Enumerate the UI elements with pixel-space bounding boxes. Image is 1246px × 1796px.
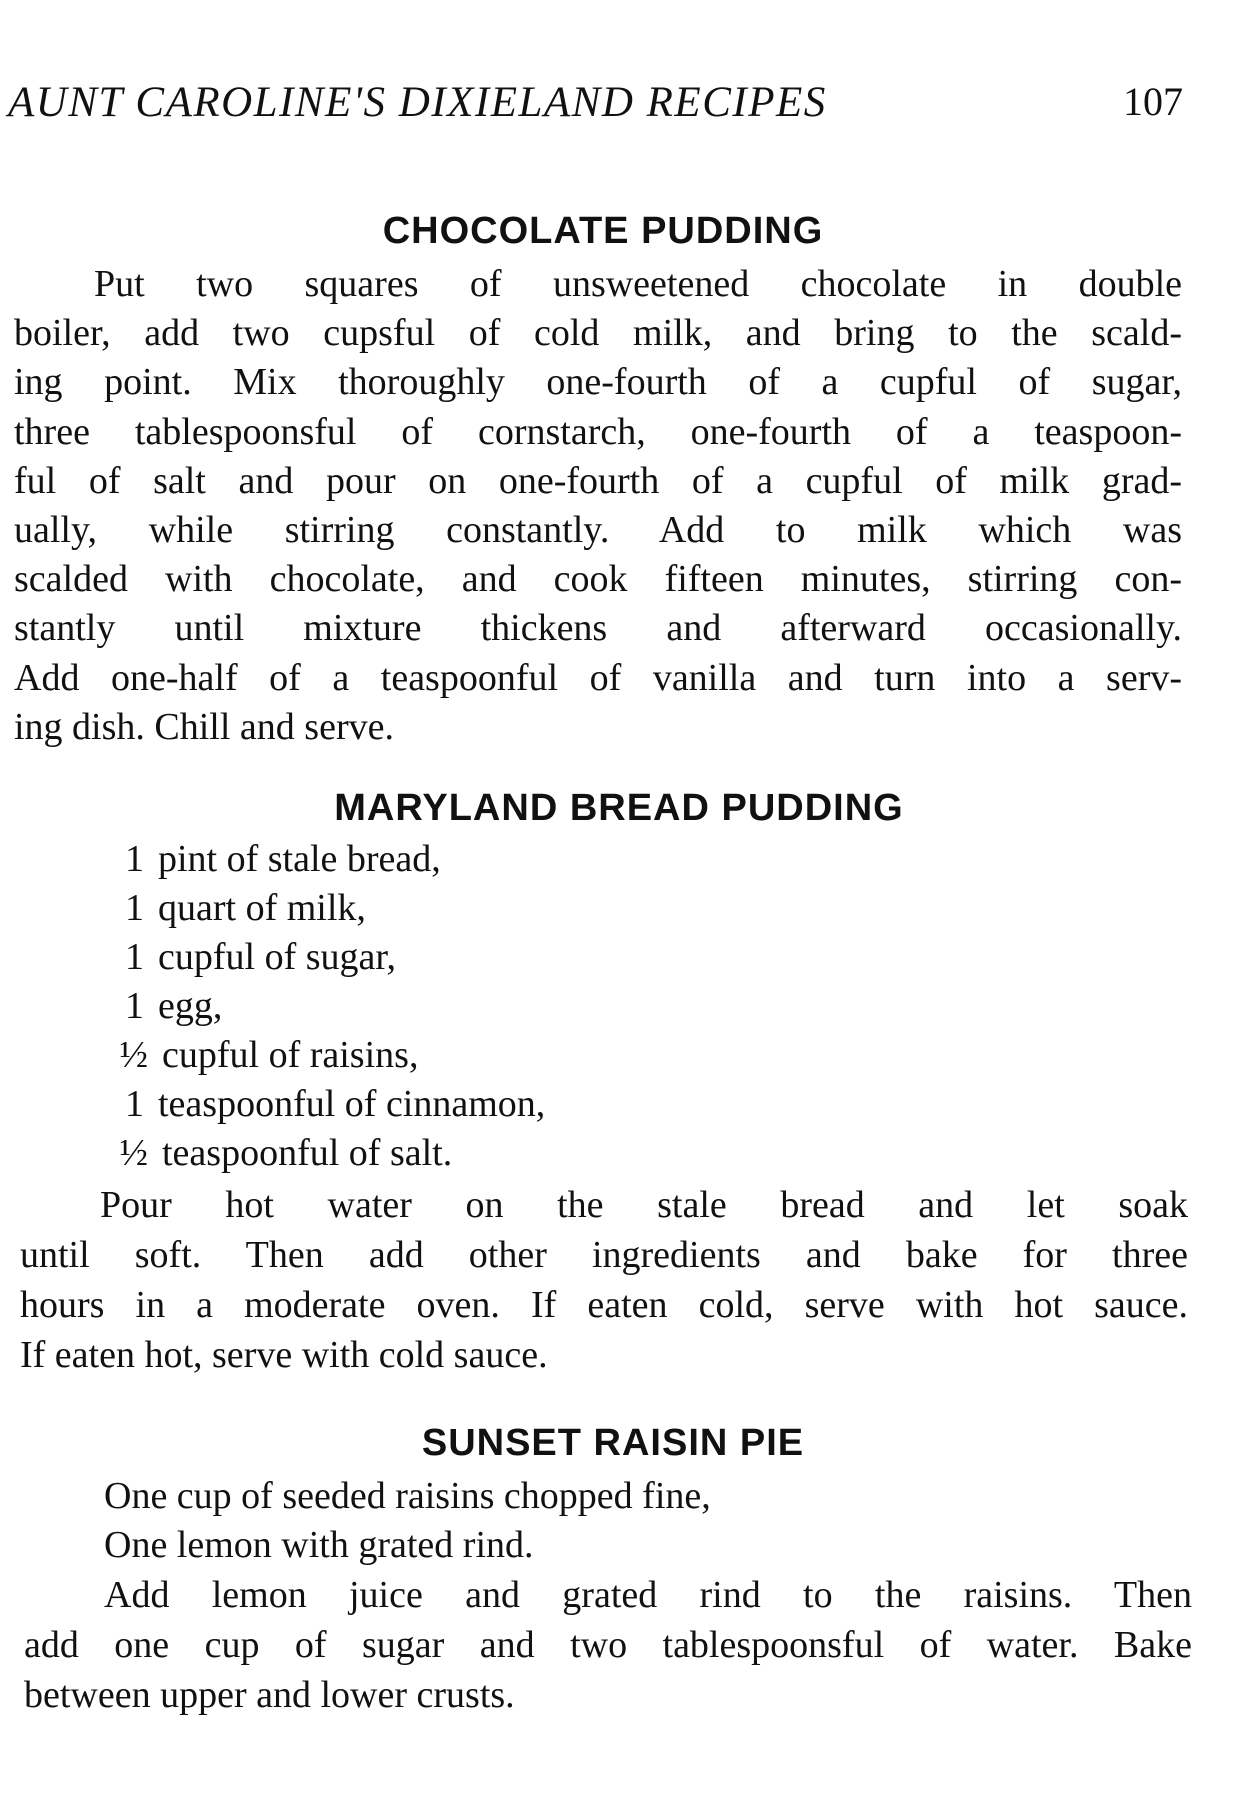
ingredient-item xyxy=(20,1129,1188,1178)
text-line: boiler, add two cupsful of cold milk, and bring to the scald- xyxy=(14,312,1182,355)
text-line: Add one-half of a teaspoonful of vanilla and turn into a serv- xyxy=(14,656,1182,699)
text-line: until soft. Then add other ingredients and bake for three xyxy=(20,1234,1188,1276)
ingredient-text: egg, xyxy=(158,985,223,1027)
text-line: If eaten hot, serve with cold sauce. xyxy=(20,1334,548,1376)
text-line: Put two squares of unsweetened chocolate in double xyxy=(94,263,1182,305)
ingredient-item xyxy=(20,1031,1188,1080)
ingredient-text: cupful of sugar, xyxy=(158,936,397,978)
ingredient-quantity: ½ xyxy=(119,1034,148,1076)
ingredient-list xyxy=(20,835,1188,1178)
ingredient-quantity: ½ xyxy=(119,1132,148,1174)
page-number: 107 xyxy=(1123,79,1183,124)
ingredient-text: teaspoonful of salt. xyxy=(162,1132,453,1174)
running-head xyxy=(8,78,1183,138)
recipe-instructions xyxy=(20,1180,1188,1380)
ingredient-quantity: 1 xyxy=(125,936,144,978)
recipe-heading: MARYLAND BREAD PUDDING xyxy=(334,787,904,829)
text-line: ing dish. Chill and serve. xyxy=(14,705,394,748)
recipe-chocolate-pudding xyxy=(14,206,1182,752)
text-line: Add lemon juice and grated rind to the raisins. Then xyxy=(104,1574,1192,1616)
ingredient-item xyxy=(20,933,1188,982)
ingredient-line: One cup of seeded raisins chopped fine, xyxy=(104,1475,711,1517)
text-line: Pour hot water on the stale bread and let soak xyxy=(100,1184,1188,1226)
recipe-heading: SUNSET RAISIN PIE xyxy=(421,1422,805,1464)
text-line: ually, while stirring constantly. Add to milk which was xyxy=(14,509,1182,552)
recipe-instructions xyxy=(14,260,1182,752)
ingredient-item xyxy=(20,982,1188,1031)
ingredient-line: One lemon with grated rind. xyxy=(104,1524,534,1566)
ingredient-item xyxy=(20,1080,1188,1129)
ingredient-item xyxy=(20,884,1188,933)
ingredient-text: teaspoonful of cinnamon, xyxy=(158,1083,546,1125)
ingredient-text: pint of stale bread, xyxy=(158,838,441,880)
recipe-instructions xyxy=(24,1570,1192,1720)
ingredient-text: quart of milk, xyxy=(158,887,366,929)
ingredient-quantity: 1 xyxy=(125,985,144,1027)
text-line: scalded with chocolate, and cook fifteen minutes, stirring con- xyxy=(14,558,1182,601)
ingredient-quantity: 1 xyxy=(125,887,144,929)
text-line: three tablespoonsful of cornstarch, one-fourth of a teaspoon- xyxy=(14,410,1182,453)
text-line: ful of salt and pour on one-fourth of a cupful of milk grad- xyxy=(14,459,1182,502)
text-line: ing point. Mix thoroughly one-fourth of a cupful of sugar, xyxy=(14,361,1182,404)
text-line: hours in a moderate oven. If eaten cold, serve with hot sauce. xyxy=(20,1284,1188,1326)
ingredient-text: cupful of raisins, xyxy=(162,1034,419,1076)
recipe-heading: CHOCOLATE PUDDING xyxy=(382,210,824,252)
recipe-maryland-bread-pudding xyxy=(20,783,1188,1380)
ingredient-quantity: 1 xyxy=(125,1083,144,1125)
ingredient-item xyxy=(20,835,1188,884)
ingredient-list xyxy=(24,1472,1192,1570)
text-line: between upper and lower crusts. xyxy=(24,1674,515,1716)
book-title: AUNT CAROLINE'S DIXIELAND RECIPES xyxy=(8,79,827,126)
recipe-sunset-raisin-pie xyxy=(24,1418,1192,1720)
text-line: stantly until mixture thickens and afterward occasionally. xyxy=(14,607,1182,650)
text-line: add one cup of sugar and two tablespoonsful of water. Bake xyxy=(24,1624,1192,1666)
ingredient-quantity: 1 xyxy=(125,838,144,880)
